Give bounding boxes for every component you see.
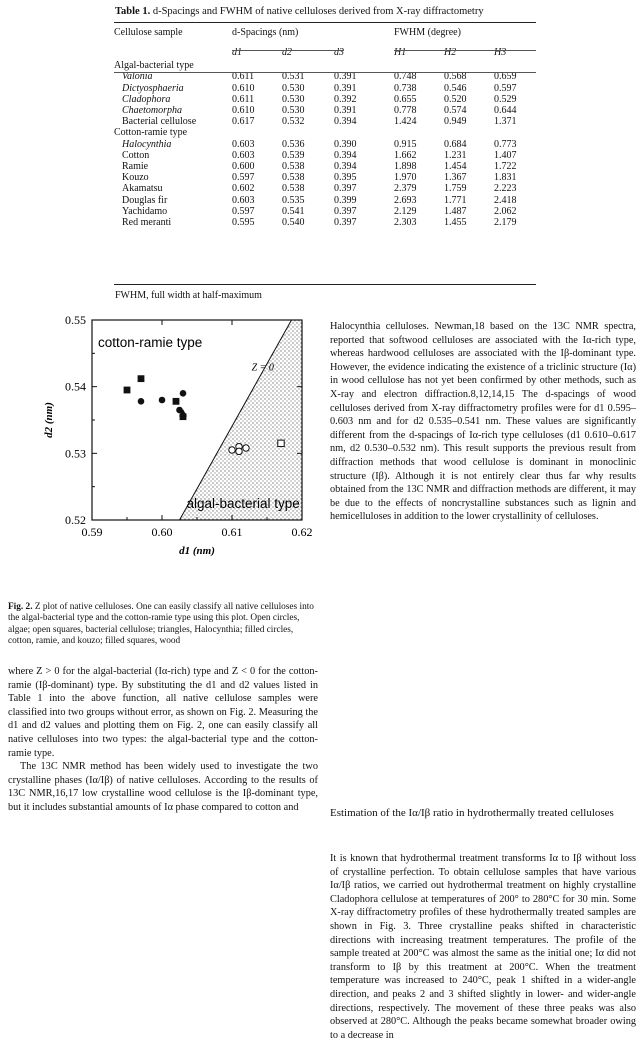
- z-plot-chart: [0, 310, 322, 610]
- point-filled-square: [180, 413, 187, 420]
- table-header-row: [114, 24, 536, 38]
- table-row: [114, 71, 536, 82]
- sample-name: Red meranti: [122, 217, 172, 229]
- table-cell: 0.530: [282, 82, 305, 94]
- table-cell: 0.603: [232, 149, 255, 161]
- table-cell: 0.532: [282, 116, 305, 128]
- table-cell: 0.949: [444, 116, 467, 128]
- table-row: [114, 195, 536, 206]
- table-cell: 1.407: [494, 149, 517, 161]
- section-heading: Estimation of the Iα/Iβ ratio in hydrothermally treated celluloses: [330, 807, 614, 819]
- table-row: [114, 183, 536, 194]
- algal-bacterial-label: algal-bacterial type: [186, 496, 300, 511]
- table-cell: 0.748: [394, 71, 417, 83]
- col-header-sample: Cellulose sample: [114, 27, 183, 38]
- point-open-square: [278, 440, 284, 446]
- y-tick-label: 0.53: [65, 446, 86, 461]
- table-cell: 0.778: [394, 105, 417, 117]
- fwhm-underline: [394, 50, 536, 51]
- point-filled-circle: [176, 407, 183, 414]
- subheader-d2: d2: [282, 47, 292, 58]
- table-title-text: d-Spacings and FWHM of native celluloses derived from X-ray diffractometry: [152, 6, 484, 17]
- point-filled-circle: [138, 398, 145, 405]
- z-zero-label: Z = 0: [251, 362, 274, 374]
- table-row: [114, 139, 536, 150]
- table-cell: 0.397: [334, 205, 357, 217]
- table-cell: 0.611: [232, 71, 255, 83]
- point-open-circle: [229, 447, 235, 453]
- table-cell: 0.397: [334, 217, 357, 229]
- sample-name: Cotton: [122, 149, 150, 161]
- table-cell: 0.530: [282, 105, 305, 117]
- table-cell: 0.597: [232, 172, 255, 184]
- figure-caption-label: Fig. 2.: [8, 602, 33, 612]
- cotton-ramie-label: cotton-ramie type: [98, 335, 203, 350]
- table-cell: 0.915: [394, 138, 417, 150]
- table-cell: 0.535: [282, 194, 305, 206]
- point-open-circle: [236, 448, 242, 454]
- subheader-h1: H1: [394, 47, 407, 58]
- table-cell: 1.371: [494, 116, 517, 128]
- table-cell: 2.693: [394, 194, 417, 206]
- table-cell: 0.574: [444, 105, 467, 117]
- table-title: [115, 6, 484, 17]
- table-row: [114, 206, 536, 217]
- table-cell: 1.722: [494, 161, 517, 173]
- table-cell: 2.179: [494, 217, 517, 229]
- table-row: [114, 217, 536, 228]
- sample-name: Chaetomorpha: [122, 105, 182, 117]
- table-group-row: [114, 127, 536, 138]
- table-cell: 0.540: [282, 217, 305, 229]
- sample-name: Yachidamo: [122, 205, 168, 217]
- table-cell: 0.538: [282, 183, 305, 195]
- table-row: [114, 105, 536, 116]
- table-cell: 1.424: [394, 116, 417, 128]
- table-cell: 0.600: [232, 161, 255, 173]
- table-cell: 2.418: [494, 194, 517, 206]
- table-cell: 0.546: [444, 82, 467, 94]
- table-cell: 0.536: [282, 138, 305, 150]
- table-cell: 0.520: [444, 93, 467, 105]
- sample-name: Halocynthia: [122, 138, 172, 150]
- sample-name: Bacterial cellulose: [122, 116, 197, 128]
- group-label: Cotton-ramie type: [114, 127, 188, 139]
- figure-caption: [8, 602, 320, 647]
- subheader-h3: H3: [494, 47, 507, 58]
- table-cell: 1.898: [394, 161, 417, 173]
- table-cell: 0.395: [334, 172, 357, 184]
- table-cell: 2.223: [494, 183, 517, 195]
- x-axis-label: d1 (nm): [179, 545, 215, 557]
- table-cell: 0.644: [494, 105, 517, 117]
- col-header-dspacing: d-Spacings (nm): [232, 27, 299, 38]
- table-cell: 0.529: [494, 93, 517, 105]
- table-cell: 0.394: [334, 116, 357, 128]
- table-bottom-rule: [114, 284, 536, 285]
- algal-bacterial-region: [180, 320, 303, 520]
- table-cell: 0.391: [334, 71, 357, 83]
- right-column-text: [330, 320, 636, 524]
- table-cell: 2.379: [394, 183, 417, 195]
- table-cell: 1.662: [394, 149, 417, 161]
- subheader-d3: d3: [334, 47, 344, 58]
- x-tick-label: 0.59: [81, 525, 103, 539]
- table-cell: 1.771: [444, 194, 467, 206]
- table-cell: 1.231: [444, 149, 467, 161]
- y-tick-label: 0.52: [65, 513, 86, 527]
- left-paragraph-1: where Z > 0 for the algal-bacterial (Iα-rich) type and Z < 0 for the cotton-ramie (Iβ-dominant) type. By substituting the d1 and d2 values listed in Table 1 into the above function, all native cellulose samples were classified into two groups without error, as shown on Fig. 2. Measuring the d1 and d2 values and plotting them on Fig. 2, one can easily classify all native celluloses into two types: the algal-bacterial type and the cotton-ramie type.: [8, 666, 318, 759]
- x-tick-label: 0.61: [221, 525, 243, 539]
- sample-name: Kouzo: [122, 172, 149, 184]
- left-paragraph-2: The 13C NMR method has been widely used to investigate the two crystalline phases (Iα/Iβ) of native celluloses. According to the results of 13C NMR,16,17 low crystalline wood cellulose is the Iβ-dominant type, but it includes substantial amounts of Iα phase compared to cotton and: [8, 761, 318, 813]
- left-column-text: [8, 665, 318, 815]
- table-cell: 0.617: [232, 116, 255, 128]
- table-title-label: Table 1.: [115, 6, 151, 17]
- table-top-rule: [114, 22, 536, 23]
- table-cell: 0.602: [232, 183, 255, 195]
- table-row: [114, 116, 536, 127]
- table-cell: 0.568: [444, 71, 467, 83]
- table-cell: 0.391: [334, 82, 357, 94]
- right-paragraph-2: It is known that hydrothermal treatment transforms Iα to Iβ without loss of crystalline perfection. To obtain cellulose samples that have various Iα/Iβ ratios, we carried out hydrothermal treatment on highly crystalline Cladophora cellulose at temperatures of 200° to 280°C for 30 min. Some X-ray diffractometry profiles of these hydrothermally treated samples are shown in Fig. 3. Three crystalline peaks shifted in characteristic directions with increasing treatment temperatures. The profile of the sample treated at 200°C was almost the same as the initial one; Iα did not transform to Iβ by this treatment at 200°C. When the treatment temperature was increased to 240°C, peak 1 shifted in a wider-angle direction, and peaks 2 and 3 shifted slightly in lower- and wider-angle directions, respectively. The movement of these three peaks was also observed at 280°C. Although the peaks became somewhat broader owing to a decrease in: [330, 853, 636, 1041]
- table-footnote: FWHM, full width at half-maximum: [115, 290, 262, 301]
- table-cell: 0.738: [394, 82, 417, 94]
- table-cell: 0.773: [494, 138, 517, 150]
- table-cell: 0.597: [232, 205, 255, 217]
- table-row: [114, 83, 536, 94]
- table-cell: 0.597: [494, 82, 517, 94]
- table-cell: 0.541: [282, 205, 305, 217]
- table-cell: 0.391: [334, 105, 357, 117]
- figure-caption-text: Z plot of native celluloses. One can easily classify all native celluloses into the algal-bacterial type and the cotton-ramie type using this plot. Open circles, algae; open squares, bacterial cellulose; triangles, Halocynthia; filled circles, cotton, ramie, and kouzo; filled squares, wood: [8, 602, 314, 646]
- table-group-row: [114, 60, 536, 71]
- table-row: [114, 150, 536, 161]
- table-row: [114, 94, 536, 105]
- table-cell: 0.538: [282, 172, 305, 184]
- sample-name: Akamatsu: [122, 183, 163, 195]
- table-cell: 1.759: [444, 183, 467, 195]
- sample-name: Douglas fir: [122, 194, 168, 206]
- point-filled-circle: [159, 397, 166, 404]
- table-cell: 0.530: [282, 93, 305, 105]
- table-1: [114, 24, 536, 228]
- table-cell: 0.394: [334, 149, 357, 161]
- table-cell: 2.303: [394, 217, 417, 229]
- table-cell: 1.970: [394, 172, 417, 184]
- subheader-d1: d1: [232, 47, 242, 58]
- table-cell: 0.531: [282, 71, 305, 83]
- table-cell: 1.454: [444, 161, 467, 173]
- point-filled-square: [173, 398, 180, 405]
- table-cell: 0.397: [334, 183, 357, 195]
- subheader-h2: H2: [444, 47, 457, 58]
- y-tick-label: 0.54: [65, 379, 86, 394]
- right-paragraph-1: Halocynthia celluloses. Newman,18 based on the 13C NMR spectra, reported that softwood celluloses are associated with the Iα-rich type, whereas hardwood celluloses are associated with the Iβ-dominant type. However, the evidence indicating the existence of a triclinic structure (Iα) in wood cellulose has not yet been confirmed by other methods, such as X-ray and electron diffraction.8,12,14,15 The d-spacings of wood celluloses derived from X-ray diffractometry profiles were for d1 0.595–0.603 nm and for d2 0.535–0.541 nm. These values are significantly different from the d-spacings of Iα-rich type celluloses (d1 0.610–0.617 nm, d2 0.530–0.532 nm). This result supports the previous result from diffraction methods that wood cellulose is dominant in monoclinic structure (Iβ). Although it is not entirely clear thus far why results obtained from the 13C NMR and diffraction methods are different, it may be due to the effects of noncrystalline substances such as lignin and hemicelluloses in addition to the lower crystallinity of celluloses.: [330, 321, 636, 523]
- table-cell: 1.487: [444, 205, 467, 217]
- table-cell: 1.367: [444, 172, 467, 184]
- table-cell: 0.392: [334, 93, 357, 105]
- table-cell: 0.390: [334, 138, 357, 150]
- table-cell: 0.659: [494, 71, 517, 83]
- table-cell: 0.603: [232, 194, 255, 206]
- table-cell: 2.062: [494, 205, 517, 217]
- table-cell: 0.603: [232, 138, 255, 150]
- right-column-text-2: [330, 852, 636, 1042]
- dspacing-underline: [232, 50, 344, 51]
- col-header-fwhm: FWHM (degree): [394, 27, 461, 38]
- table-cell: 1.831: [494, 172, 517, 184]
- table-cell: 0.611: [232, 93, 255, 105]
- table-cell: 0.610: [232, 105, 255, 117]
- group-label: Algal-bacterial type: [114, 60, 194, 72]
- y-axis-label: d2 (nm): [43, 402, 55, 438]
- table-cell: 0.595: [232, 217, 255, 229]
- sample-name: Dictyosphaeria: [122, 82, 184, 94]
- table-cell: 1.455: [444, 217, 467, 229]
- table-cell: 0.539: [282, 149, 305, 161]
- table-cell: 2.129: [394, 205, 417, 217]
- table-cell: 0.684: [444, 138, 467, 150]
- x-tick-label: 0.60: [151, 525, 173, 539]
- table-row: [114, 172, 536, 183]
- point-filled-circle: [180, 390, 187, 397]
- table-cell: 0.399: [334, 194, 357, 206]
- table-cell: 0.610: [232, 82, 255, 94]
- table-cell: 0.394: [334, 161, 357, 173]
- table-cell: 0.538: [282, 161, 305, 173]
- y-tick-label: 0.55: [65, 313, 86, 327]
- sample-name: Ramie: [122, 161, 149, 173]
- table-row: [114, 161, 536, 172]
- x-tick-label: 0.62: [291, 525, 313, 539]
- table-cell: 0.655: [394, 93, 417, 105]
- subheader-blank: [114, 38, 232, 60]
- sample-name: Cladophora: [122, 93, 171, 105]
- point-filled-square: [124, 387, 131, 394]
- point-filled-square: [138, 375, 145, 382]
- sample-name: Valonia: [122, 71, 153, 83]
- table-header-rule: [114, 72, 536, 73]
- point-open-circle: [243, 445, 249, 451]
